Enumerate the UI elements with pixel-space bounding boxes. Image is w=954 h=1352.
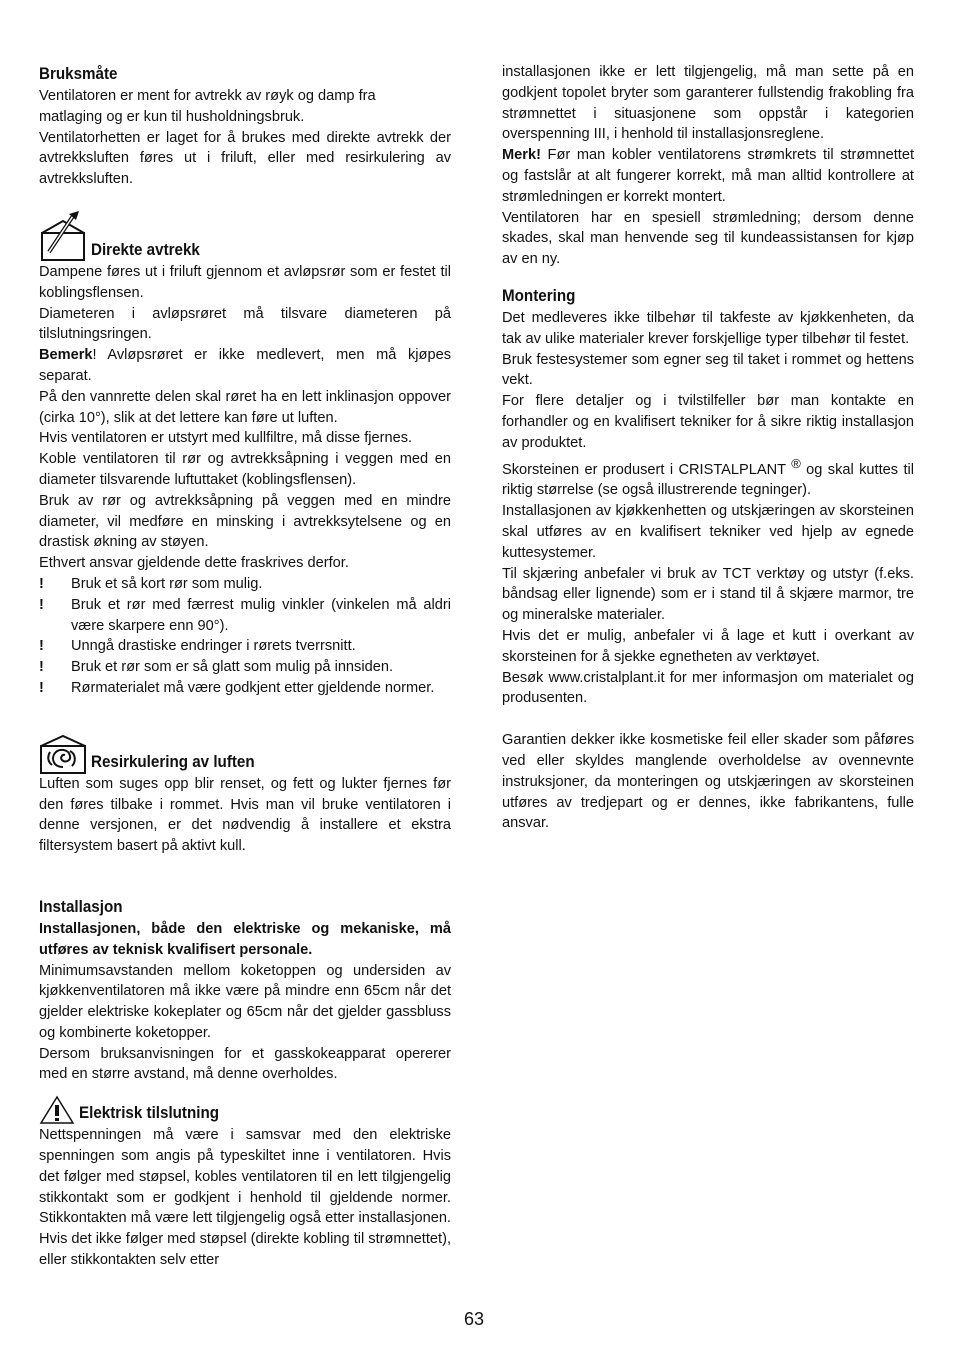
direkte-heading-row [39,210,451,262]
bullet-mark: ! [39,659,44,676]
bullet-mark: ! [39,679,44,696]
elektrisk-heading: Elektrisk tilslutning [79,1104,220,1123]
direkte-paragraph-3: På den vannrette delen skal røret ha en lett inklinasjon oppover (cirka 10°), slik at det lettere kan føre ut luften. [39,388,451,426]
recirculation-icon [39,734,87,774]
elektrisk-paragraph-2: Ventilatoren har en spesiell strømledning; dersom denne skades, skal man henvende seg til kundeassistansen for kjøp av en ny. [502,209,914,268]
warning-icon [39,1095,75,1125]
registered-mark: ® [791,455,801,471]
montering-paragraph-6: Til skjæring anbefaler vi bruk av TCT verktøy og utstyr (f.eks. båndsag eller lignende) som er i stand til å skjære marmor, tre og mineralske materialer. [502,565,914,624]
merk-label: Merk! [502,147,541,164]
resirk-paragraph-1: Luften som suges opp blir renset, og fett og lukter fjernes før den føres tilbake i rommet. Hvis man vil bruke ventilatoren i denne versjonen, er det nødvendig å installere et ekstra filtersystem basert på aktivt kull. [39,775,451,855]
montering-paragraph-1: Det medleveres ikke tilbehør til takfeste av kjøkkenheten, da tak av ulike materialer krever forskjellige typer tilbehør til festet. [502,309,914,347]
installasjon-heading: Installasjon [39,897,123,916]
garanti-paragraph: Garantien dekker ikke kosmetiske feil eller skader som påføres ved eller skyldes manglende overholdelse av ovennevnte instruksjoner, da monteringen og utskjæringen av skorsteinen utføres av tredjepart og er dennes, ikke fabrikantens, fulle ansvar. [502,732,914,832]
montering-heading: Montering [502,286,576,305]
right-column [502,62,914,834]
elektrisk-paragraph-1: Nettspenningen må være i samsvar med den elektriske spenningen som angis på typeskiltet inne i ventilatoren. Hvis det følger med støpsel, kobles ventilatoren til en lett tilgjengelig stikkontakt som er godkjent i henhold til gjeldende normer. Stikkontakten må være lett tilgjengelig også etter installasjonen. Hvis det ikke følger med støpsel (direkte kobling til strømnettet), eller stikkontakten selv etter [39,1127,451,1269]
montering-paragraph-4: Skorsteinen er produsert i CRISTALPLANT ® og skal kuttes til riktig størrelse (se også illustrerende tegninger). [502,455,914,499]
direkte-paragraph-1: Dampene føres ut i friluft gjennom et avløpsrør som er festet til koblingsflensen. [39,263,451,301]
montering-paragraph-3: For flere detaljer og i tvilstilfeller bør man kontakte en forhandler og en kvalifisert tekniker for å sikre riktig installasjon av produktet. [502,393,914,451]
bruksmate-line-1: Ventilatoren er ment for avtrekk av røyk og damp fra [39,88,376,104]
bullet-mark: ! [39,596,44,613]
montering-paragraph-2: Bruk festesystemer som egner seg til taket i rommet og hettens vekt. [502,351,914,389]
direkte-bullet-list [39,574,451,699]
list-item: ! Bruk et så kort rør som mulig. [39,574,451,595]
list-item: ! Bruk et rør som er så glatt som mulig på innsiden. [39,657,451,678]
elektrisk-merk [502,145,914,207]
merk-text: Før man kobler ventilatorens strømkrets til strømnettet og fastslår at alt fungerer korrekt, må man alltid kontrollere at strømledningen er korrekt montert. [502,147,914,205]
direkte-bemerk [39,345,451,387]
direkte-paragraph-4: Hvis ventilatoren er utstyrt med kullfiltre, må disse fjernes. [39,430,413,447]
direkte-heading: Direkte avtrekk [91,240,200,259]
bemerk-label: Bemerk [39,347,93,364]
elektrisk-paragraph-1-continued: installasjonen ikke er lett tilgjengelig, må man sette på en godkjent topolet bryter som garanterer fullstendig frakobling fra strømnettet i situasjonene som oppstår i kategorien overspenning III, i henhold til installasjonsreglene. [502,64,914,143]
list-item: ! Bruk et rør med færrest mulig vinkler (vinkelen må aldri være skarpere enn 90°). [39,596,451,634]
direkte-paragraph-6: Bruk av rør og avtrekksåpning på veggen med en mindre diameter, vil medføre en minsking i avtrekksytelsene og en drastisk økning av støyen. [39,492,451,551]
house-exhaust-icon [39,210,87,262]
installasjon-paragraph-1: Minimumsavstanden mellom koketoppen og undersiden av kjøkkenventilatoren må ikke være på mindre enn 65cm når det gjelder elektriske kokeplater og 65cm når det gjelder gassbluss og kombinerte koketopper. [39,962,451,1041]
installasjon-paragraph-2: Dersom bruksanvisningen for et gasskokeapparat opererer med en større avstand, må denne overholdes. [39,1045,451,1083]
resirk-heading: Resirkulering av luften [91,752,255,771]
bemerk-text: ! Avløpsrøret er ikke medlevert, men må kjøpes separat. [39,347,451,384]
list-item: ! Unngå drastiske endringer i rørets tverrsnitt. [39,636,451,657]
bullet-mark: ! [39,638,44,655]
direkte-paragraph-2: Diameteren i avløpsrøret må tilsvare diameteren på tilslutningsringen. [39,305,451,343]
resirk-heading-row [39,734,451,774]
bruksmate-heading: Bruksmåte [39,65,118,83]
bruksmate-paragraph-2: Ventilatorhetten er laget for å brukes med direkte avtrekk der avtrekksluften føres ut i friluft, eller med resirkulering av avtrekksluften. [39,129,451,188]
montering-paragraph-5: Installasjonen av kjøkkenhetten og utskjæringen av skorsteinen skal utføres av en kvalifisert tekniker ved hjelp av egnede kuttesystemer. [502,503,914,561]
installasjon-bold: Installasjonen, både den elektriske og mekaniske, må utføres av teknisk kvalifisert personale. [39,920,451,958]
direkte-paragraph-5: Koble ventilatoren til rør og avtrekksåpning i veggen med en diameter tilsvarende luftuttaket (koblingsflensen). [39,451,451,488]
bullet-mark: ! [39,575,44,592]
left-column [39,62,451,1271]
montering-paragraph-8: Besøk www.cristalplant.it for mer informasjon om materialet og produsenten. [502,669,914,707]
montering-paragraph-7: Hvis det er mulig, anbefaler vi å lage et kutt i overkant av skorsteinen for å sjekke egnetheten av verktøyet. [502,627,914,665]
direkte-paragraph-7: Ethvert ansvar gjeldende dette fraskrives derfor. [39,555,349,572]
bruksmate-line-2: matlaging og er kun til husholdningsbruk. [39,108,305,125]
elektrisk-heading-row [39,1095,451,1125]
list-item: ! Rørmaterialet må være godkjent etter gjeldende normer. [39,678,451,699]
page-number: 63 [464,1309,485,1329]
